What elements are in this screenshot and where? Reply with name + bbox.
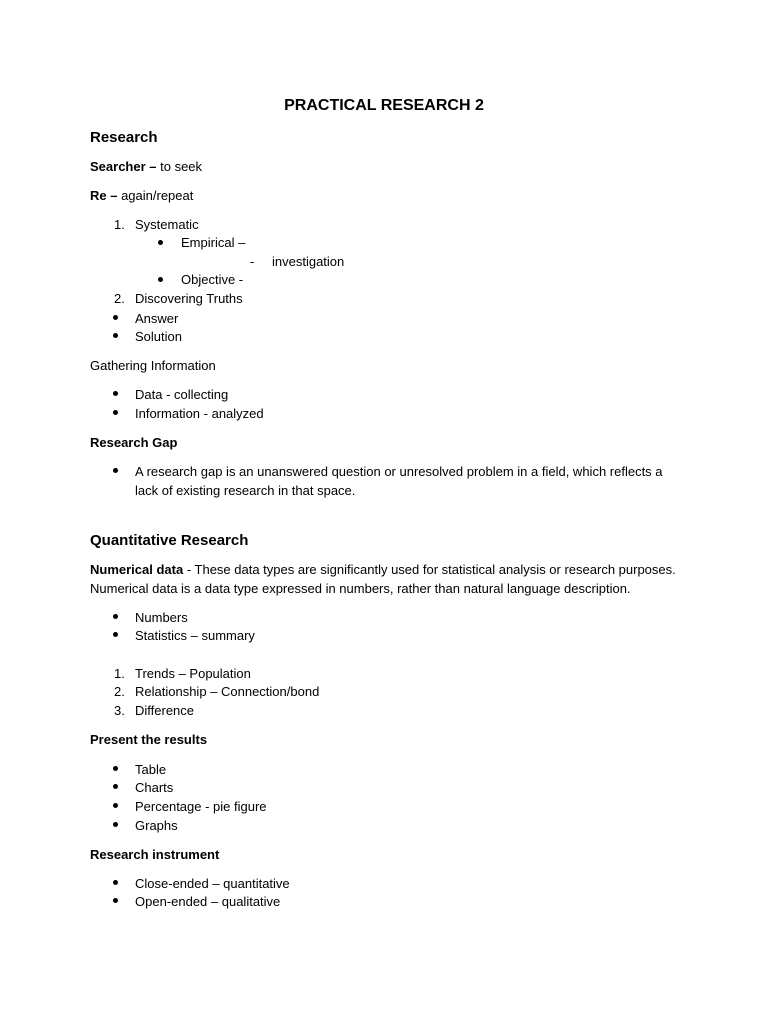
- searcher-term: Searcher –: [90, 159, 157, 174]
- present-results-heading: Present the results: [90, 732, 208, 747]
- list-item: Trends – Population: [135, 666, 251, 681]
- bullet-icon: [113, 468, 118, 473]
- list-item: Statistics – summary: [135, 628, 255, 643]
- list-item: Systematic: [135, 217, 199, 232]
- list-number: 2.: [114, 291, 125, 306]
- re-line: [90, 188, 193, 204]
- list-item: Open-ended – qualitative: [135, 894, 281, 909]
- list-item: Empirical –: [181, 235, 246, 250]
- dash-marker: -: [250, 254, 255, 269]
- bullet-icon: [113, 766, 118, 771]
- re-definition: again/repeat: [117, 188, 194, 203]
- list-number: 2.: [114, 684, 125, 699]
- bullet-icon: [113, 784, 118, 789]
- bullet-icon: [113, 898, 118, 903]
- list-item: Percentage - pie figure: [135, 799, 267, 814]
- re-term: Re –: [90, 188, 118, 203]
- numerical-definition: - These data types are significantly used for statistical analysis or research purposes. Numerical data is a data type expressed in numbers, rather than natural language description.: [90, 562, 676, 596]
- bullet-icon: [113, 803, 118, 808]
- bullet-icon: [113, 410, 118, 415]
- list-item: Discovering Truths: [135, 291, 243, 306]
- list-item: Graphs: [135, 818, 178, 833]
- bullet-icon: [113, 391, 118, 396]
- numerical-term: Numerical data: [90, 562, 184, 577]
- list-item: Solution: [135, 329, 182, 344]
- searcher-line: [90, 159, 202, 175]
- list-item: Data - collecting: [135, 387, 229, 402]
- numerical-data-paragraph: [90, 560, 680, 598]
- searcher-definition: to seek: [156, 159, 203, 174]
- list-item: Charts: [135, 780, 174, 795]
- list-number: 3.: [114, 703, 125, 718]
- bullet-icon: [113, 333, 118, 338]
- list-item: Relationship – Connection/bond: [135, 684, 320, 699]
- bullet-icon: [158, 240, 163, 245]
- bullet-icon: [113, 614, 118, 619]
- list-item: Information - analyzed: [135, 406, 264, 421]
- research-gap-text: A research gap is an unanswered question or unresolved problem in a field, which reflects a lack of existing research in that space.: [135, 464, 663, 498]
- research-gap-heading: Research Gap: [90, 435, 178, 450]
- bullet-icon: [113, 632, 118, 637]
- list-item: Answer: [135, 311, 179, 326]
- bullet-icon: [113, 880, 118, 885]
- list-number: 1.: [114, 217, 125, 232]
- list-number: 1.: [114, 666, 125, 681]
- list-item: Difference: [135, 703, 195, 718]
- gathering-heading: Gathering Information: [90, 358, 216, 373]
- list-item: Table: [135, 762, 167, 777]
- page-title: PRACTICAL RESEARCH 2: [284, 97, 484, 114]
- research-heading: Research: [90, 129, 158, 146]
- list-item: Close-ended – quantitative: [135, 876, 290, 891]
- bullet-icon: [158, 277, 163, 282]
- list-item: Objective -: [181, 272, 244, 287]
- bullet-icon: [113, 822, 118, 827]
- list-item: investigation: [272, 254, 345, 269]
- list-item: Numbers: [135, 610, 188, 625]
- quantitative-heading: Quantitative Research: [90, 532, 249, 549]
- bullet-icon: [113, 315, 118, 320]
- research-instrument-heading: Research instrument: [90, 847, 220, 862]
